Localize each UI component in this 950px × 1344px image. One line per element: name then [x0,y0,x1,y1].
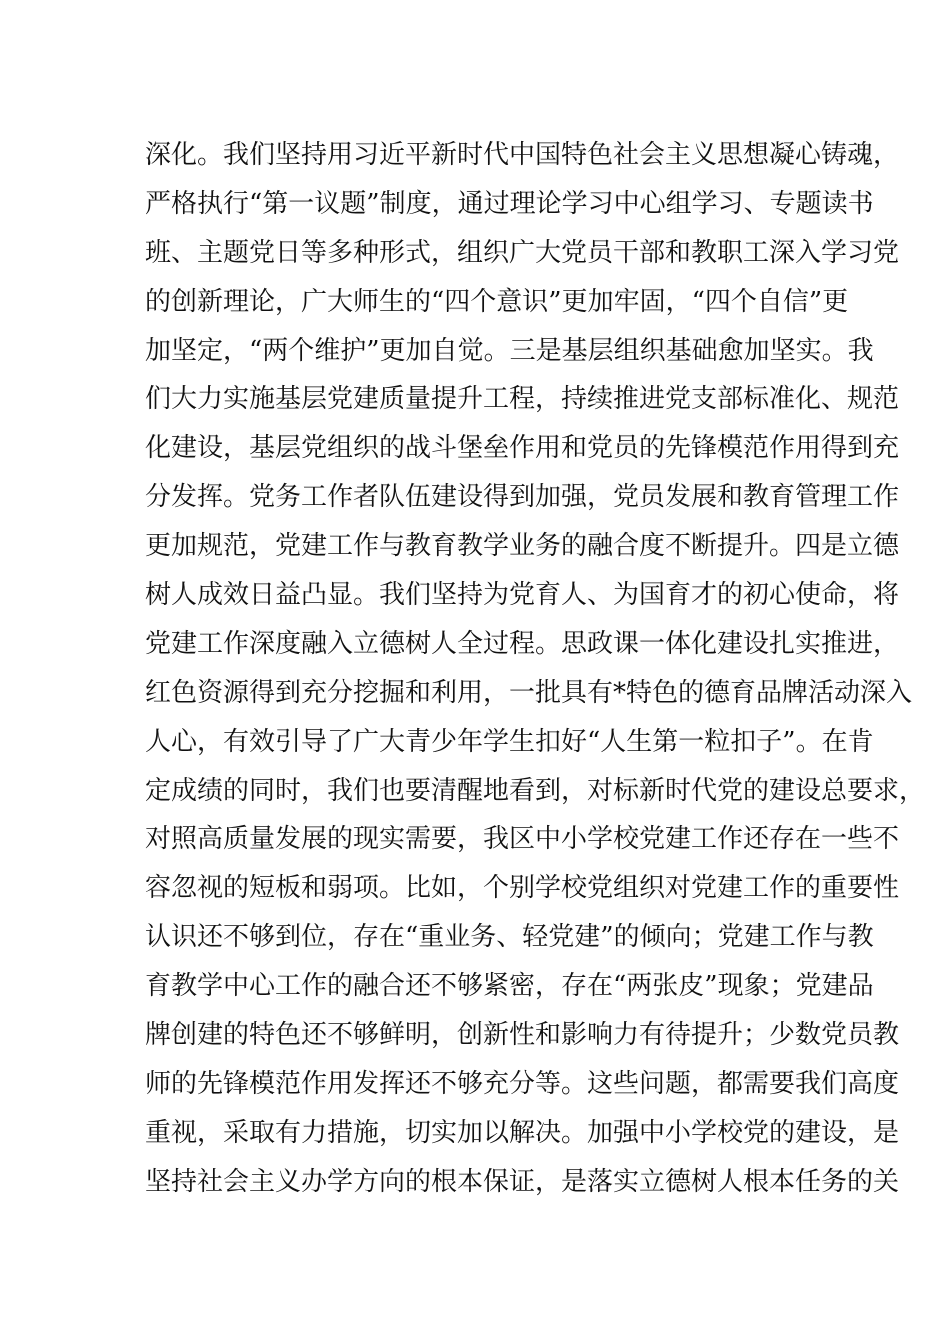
text-line: 党建工作深度融入立德树人全过程。思政课一体化建设扎实推进， [145,628,900,659]
text-line: 加坚定，“两个维护”更加自觉。三是基层组织基础愈加坚实。我 [145,335,874,366]
text-line: 重视，采取有力措施，切实加以解决。加强中小学校党的建设，是 [145,1117,900,1148]
text-line: 育教学中心工作的融合还不够紧密，存在“两张皮”现象；党建品 [145,971,874,1002]
text-line: 红色资源得到充分挖掘和利用，一批具有*特色的德育品牌活动深入 [145,677,913,708]
text-line: 人心，有效引导了广大青少年学生扣好“人生第一粒扣子”。在肯 [145,726,874,757]
text-line: 坚持社会主义办学方向的根本保证，是落实立德树人根本任务的关 [145,1166,900,1197]
text-line: 对照高质量发展的现实需要，我区中小学校党建工作还存在一些不 [145,824,900,855]
text-line: 分发挥。党务工作者队伍建设得到加强，党员发展和教育管理工作 [145,482,900,513]
text-line: 定成绩的同时，我们也要清醒地看到，对标新时代党的建设总要求， [145,775,926,806]
text-line: 师的先锋模范作用发挥还不够充分等。这些问题，都需要我们高度 [145,1068,900,1099]
text-line: 严格执行“第一议题”制度，通过理论学习中心组学习、专题读书 [145,188,874,219]
text-line: 树人成效日益凸显。我们坚持为党育人、为国育才的初心使命，将 [145,580,900,611]
text-line: 容忽视的短板和弱项。比如，个别学校党组织对党建工作的重要性 [145,873,900,904]
text-line: 们大力实施基层党建质量提升工程，持续推进党支部标准化、规范 [145,384,900,415]
text-line: 深化。我们坚持用习近平新时代中国特色社会主义思想凝心铸魂， [145,140,900,170]
text-line: 更加规范，党建工作与教育教学业务的融合度不断提升。四是立德 [145,531,900,562]
text-line: 化建设，基层党组织的战斗堡垒作用和党员的先锋模范作用得到充 [145,433,900,464]
text-line: 班、主题党日等多种形式，组织广大党员干部和教职工深入学习党 [145,237,900,268]
text-line: 牌创建的特色还不够鲜明，创新性和影响力有待提升；少数党员教 [145,1020,900,1051]
text-line: 认识还不够到位，存在“重业务、轻党建”的倾向；党建工作与教 [145,922,874,953]
body-paragraph [145,131,926,1207]
text-line: 的创新理论，广大师生的“四个意识”更加牢固，“四个自信”更 [145,286,849,317]
